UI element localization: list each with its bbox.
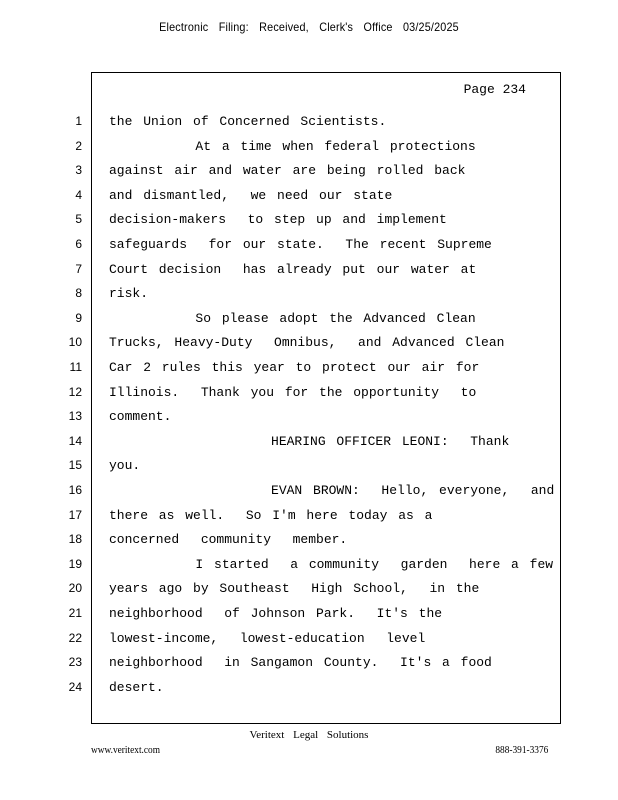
transcript-line-text: Trucks, Heavy-Duty Omnibus, and Advanced Clean [109, 335, 505, 351]
transcript-line-text: safeguards for our state. The recent Supreme [109, 237, 492, 252]
line-number: 3 [75, 163, 82, 178]
line-number: 9 [75, 310, 82, 325]
line-number: 23 [68, 655, 82, 670]
line-number: 4 [75, 187, 82, 202]
transcript-line-text: I started a community garden here a few [109, 556, 554, 572]
transcript-line-text: risk. [109, 286, 149, 302]
transcript-line-text: the Union of Concerned Scientists. [109, 114, 387, 129]
transcript-line-text: and dismantled, we need our state [109, 187, 393, 203]
line-number: 17 [68, 507, 82, 522]
transcript-line-text: decision-makers to step up and implement [109, 212, 447, 228]
line-number: 24 [68, 679, 82, 694]
line-number: 6 [75, 237, 82, 251]
transcript-line-text: EVAN BROWN: Hello, everyone, and [109, 483, 555, 498]
page-number: Page 234 [463, 82, 526, 97]
line-number: 5 [75, 212, 82, 227]
transcript-line-text: HEARING OFFICER LEONI: Thank [109, 433, 510, 449]
transcript-line-text: desert. [109, 679, 164, 695]
line-number: 16 [68, 483, 82, 497]
transcript-line-text: Court decision has already put our water at [109, 261, 477, 277]
transcript-line-text: neighborhood in Sangamon County. It's a food [109, 655, 492, 671]
transcript-line-text: there as well. So I'm here today as a [109, 507, 433, 523]
footer-phone: 888-391-3376 [495, 744, 548, 756]
transcript-line-text: against air and water are being rolled back [109, 163, 466, 179]
line-number: 10 [68, 335, 82, 350]
line-number: 19 [68, 556, 82, 571]
line-number: 12 [68, 384, 82, 399]
line-number: 7 [75, 261, 82, 276]
filing-header: Electronic Filing: Received, Clerk's Office 03/25/2025 [159, 20, 459, 34]
line-number: 20 [68, 581, 82, 596]
line-number: 21 [68, 606, 82, 620]
transcript-line-text: So please adopt the Advanced Clean [109, 310, 476, 326]
line-number: 1 [75, 114, 82, 128]
transcript-line-text: concerned community member. [109, 532, 348, 548]
line-number: 13 [68, 409, 82, 424]
line-number: 15 [68, 458, 82, 473]
line-number: 14 [68, 433, 82, 448]
transcript-line-text: you. [109, 458, 141, 474]
line-number: 22 [68, 630, 82, 645]
line-number: 18 [68, 532, 82, 547]
line-number: 11 [69, 360, 82, 374]
line-number: 8 [75, 286, 82, 301]
transcript-line-text: lowest-income, lowest-education level [109, 630, 426, 646]
transcript-line-text: Car 2 rules this year to protect our air for [109, 360, 480, 375]
transcript-line-text: At a time when federal protections [109, 138, 476, 154]
transcript-line-text: Illinois. Thank you for the opportunity to [109, 384, 477, 400]
footer-company: Veritext Legal Solutions [249, 729, 369, 741]
transcript-line-text: neighborhood of Johnson Park. It's the [109, 606, 443, 621]
footer-website: www.veritext.com [91, 744, 160, 756]
transcript-line-text: years ago by Southeast High School, in the [109, 581, 480, 597]
transcript-line-text: comment. [109, 409, 172, 425]
line-number: 2 [75, 138, 82, 153]
